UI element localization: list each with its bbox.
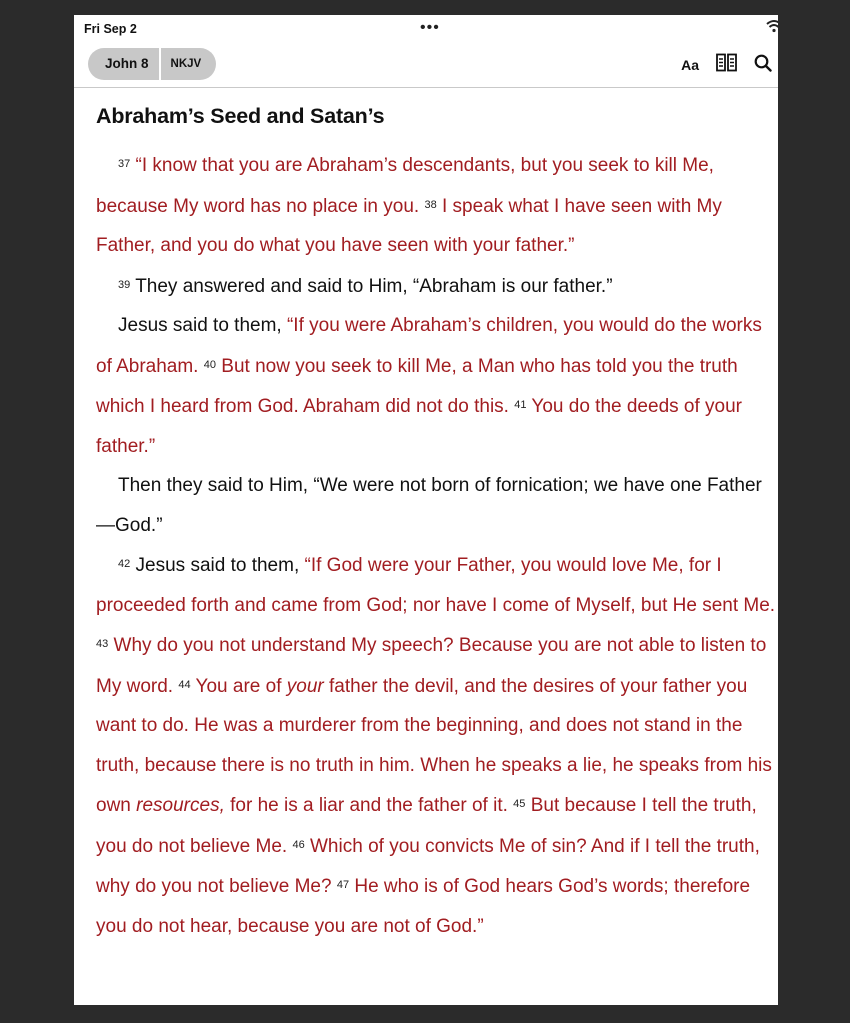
verse-number[interactable]: 38 (424, 198, 437, 211)
nav-bar (74, 47, 778, 88)
words-of-jesus: “If you were Abraham’s children, you would do the works of Abraham. (96, 315, 762, 377)
paragraph (96, 466, 776, 545)
chapter-text (74, 88, 778, 946)
verse-text: Jesus said to them, (118, 315, 282, 336)
paragraph (96, 266, 776, 307)
words-of-jesus: He who is of God hears God’s words; therefore you do not hear, because you are not of God.” (96, 876, 751, 937)
verse-number[interactable]: 37 (118, 158, 131, 170)
verse-number[interactable]: 39 (118, 278, 131, 291)
verse-number[interactable]: 45 (513, 798, 526, 810)
book-chapter-button[interactable]: John 8 (88, 48, 161, 80)
version-button[interactable]: NKJV (170, 58, 202, 70)
verse-number[interactable]: 40 (203, 358, 216, 371)
words-of-jesus: But now you seek to kill Me, a Man who has told you the truth which I heard from God. Abraham did not do this. (96, 355, 738, 417)
words-of-jesus: for he is a liar and the father of it. (230, 795, 508, 816)
verse-number[interactable]: 46 (292, 838, 305, 851)
words-of-jesus: I speak what I have seen with My Father, and you do what you have seen with your father.” (96, 195, 722, 256)
verse-number[interactable]: 47 (336, 879, 350, 891)
reader-screen (74, 15, 778, 1005)
status-bar (74, 15, 778, 47)
words-of-jesus: You do the deeds of your father.” (96, 396, 742, 457)
italic-word: resources, (136, 795, 225, 816)
parallel-bible-icon[interactable] (716, 53, 737, 77)
paragraph (96, 306, 776, 466)
words-of-jesus: “If God were your Father, you would love Me, for I proceeded forth and came from God; nor have I come of Myself, but He sent Me. (96, 555, 776, 616)
verse-text: Then they said to Him, “We were not born of fornication; we have one Father—God.” (96, 475, 762, 536)
words-of-jesus: Why do you not understand My speech? Because you are not able to listen to My word. (96, 635, 767, 697)
verse-number[interactable]: 43 (96, 638, 109, 650)
verse-text: Jesus said to them, (135, 555, 300, 576)
verse-text: They answered and said to Him, “Abraham is our father.” (135, 275, 613, 297)
paragraph (96, 145, 776, 266)
section-heading: Abraham’s Seed and Satan’s (96, 104, 385, 128)
reference-selector (88, 48, 216, 80)
verse-number[interactable]: 44 (178, 678, 191, 691)
wifi-icon (766, 19, 778, 38)
words-of-jesus: “I know that you are Abraham’s descendants, but you seek to kill Me, because My word has no place in you. (96, 155, 714, 217)
search-icon[interactable] (754, 54, 772, 77)
status-time: Fri Sep 2 (84, 22, 137, 36)
verse-number[interactable]: 41 (514, 399, 527, 411)
words-of-jesus: Which of you convicts Me of sin? And if I tell the truth, why do you not believe Me? (96, 835, 760, 897)
words-of-jesus: But because I tell the truth, you do not believe Me. (96, 795, 757, 857)
multitasking-dots[interactable]: ••• (420, 19, 440, 36)
paragraph (96, 545, 776, 946)
text-size-button[interactable]: Aa (681, 57, 699, 73)
nav-actions (681, 53, 772, 77)
italic-word: your (286, 675, 324, 697)
words-of-jesus: You are of (195, 675, 282, 697)
words-of-jesus: father the devil, and the desires of your father you want to do. He was a murderer from the beginning, and does not stand in the truth, because there is no truth in him. When he speaks a lie, he speaks from his own (96, 675, 772, 816)
verse-number[interactable]: 42 (118, 558, 131, 570)
